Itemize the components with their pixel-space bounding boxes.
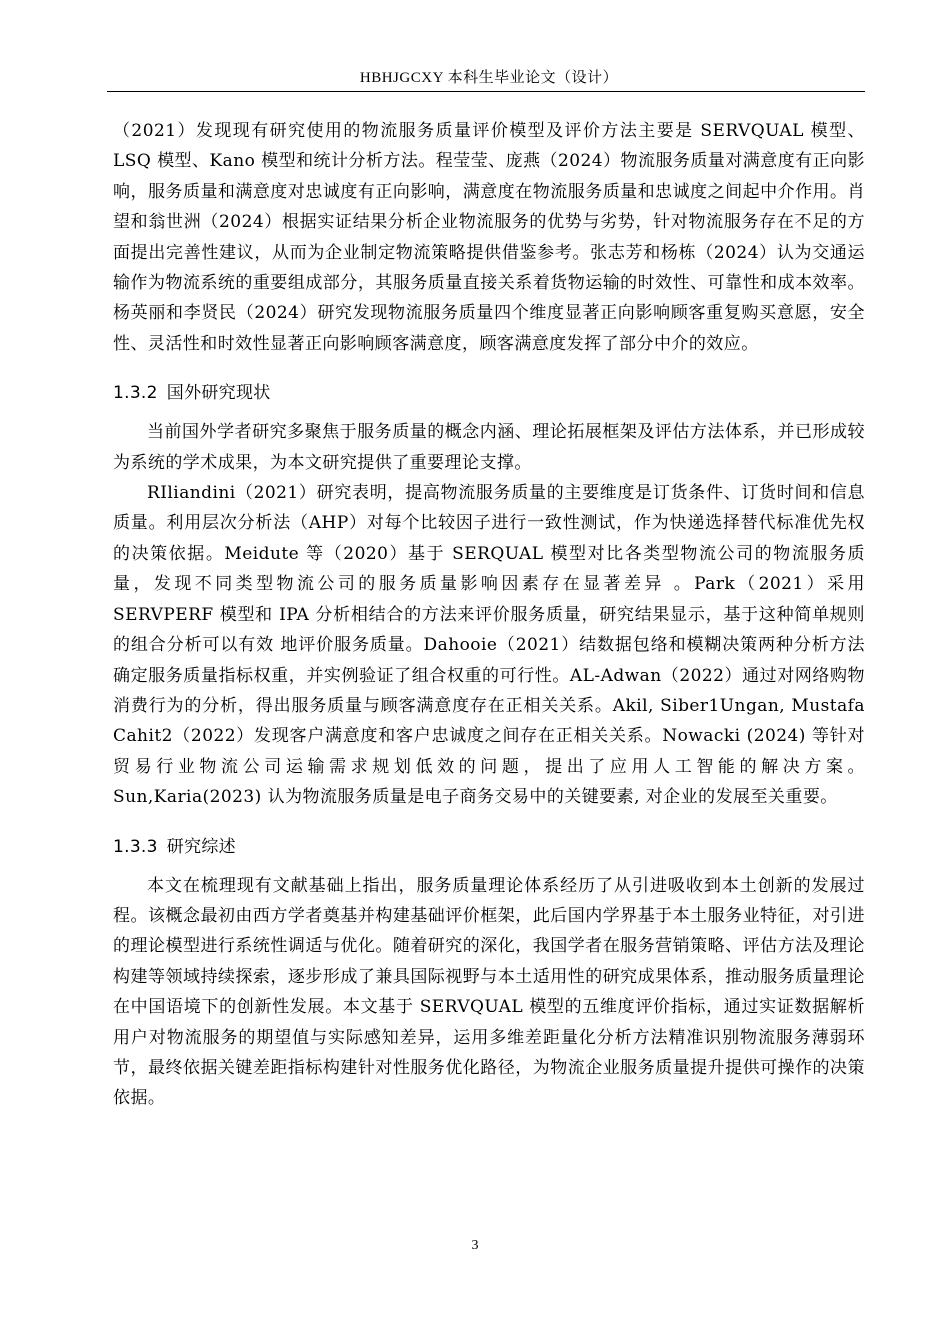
paragraph-domestic-research-continued: （2021）发现现有研究使用的物流服务质量评价模型及评价方法主要是 SERVQUAL 模型、LSQ 模型、Kano 模型和统计分析方法。程莹莹、庞燕（2024）物流服务质量对满意度有正向影响，服务质量和满意度对忠诚度有正向影响，满意度在物流服务质量和忠诚度之间起中介作用。肖望和翁世洲（2024）根据实证结果分析企业物流服务的优势与劣势，针对物流服务存在不足的方面提出完善性建议，从而为企业制定物流策略提供借鉴参考。张志芳和杨栋（2024）认为交通运输作为物流系统的重要组成部分，其服务质量直接关系着货物运输的时效性、可靠性和成本效率。杨英丽和李贤民（2024）研究发现物流服务质量四个维度显著正向影响顾客重复购买意愿，安全性、灵活性和时效性显著正向影响顾客满意度，顾客满意度发挥了部分中介的效应。 xyxy=(113,121,865,354)
section-heading-1-3-2 xyxy=(113,379,865,407)
paragraph-foreign-research-intro: 当前国外学者研究多聚焦于服务质量的概念内涵、理论拓展框架及评估方法体系，并已形成较为系统的学术成果，为本文研究提供了重要理论支撑。 xyxy=(113,422,865,473)
section-number: 1.3.2 xyxy=(113,383,158,404)
section-title: 研究综述 xyxy=(166,836,236,857)
paragraph-foreign-research-detail: RIliandini（2021）研究表明，提高物流服务质量的主要维度是订货条件、订货时间和信息质量。利用层次分析法（AHP）对每个比较因子进行一致性测试，作为快递选择替代标准优先权的决策依据。Meidute 等（2020）基于 SERQUAL 模型对比各类型物流公司的物流服务质量，发现不同类型物流公司的服务质量影响因素存在显著差异 。Park（2021）采用 SERVPERF 模型和 IPA 分析相结合的方法来评价服务质量，研究结果显示，基于这种简单规则的组合分析可以有效 地评价服务质量。Dahooie（2021）结数据包络和模糊决策两种分析方法确定服务质量指标权重，并实例验证了组合权重的可行性。AL-Adwan（2022）通过对网络购物消费行为的分析，得出服务质量与顾客满意度存在正相关关系。Akil, Siber1Ungan, Mustafa Cahit2（2022）发现客户满意度和客户忠诚度之间存在正相关关系。Nowacki (2024) 等针对贸易行业物流公司运输需求规划低效的问题，提出了应用人工智能的解决方案。Sun,Karia(2023) 认为物流服务质量是电子商务交易中的关键要素, 对企业的发展至关重要。 xyxy=(113,483,865,808)
section-heading-1-3-3 xyxy=(113,833,865,861)
paragraph-research-summary: 本文在梳理现有文献基础上指出，服务质量理论体系经历了从引进吸收到本土创新的发展过程。该概念最初由西方学者奠基并构建基础评价框架，此后国内学界基于本土服务业特征，对引进的理论模型进行系统性调适与优化。随着研究的深化，我国学者在服务营销策略、评估方法及理论构建等领域持续探索，逐步形成了兼具国际视野与本土适用性的研究成果体系，推动服务质量理论在中国语境下的创新性发展。本文基于 SERVQUAL 模型的五维度评价指标，通过实证数据解析用户对物流服务的期望值与实际感知差异，运用多维差距量化分析方法精准识别物流服务薄弱环节，最终依据关键差距指标构建针对性服务优化路径，为物流企业服务质量提升提供可操作的决策依据。 xyxy=(113,875,865,1109)
header-rule xyxy=(107,91,865,92)
section-title: 国外研究现状 xyxy=(166,383,271,404)
body-text xyxy=(113,116,865,1114)
section-number: 1.3.3 xyxy=(113,836,158,857)
running-header: HBHJGCXY 本科生毕业论文（设计） xyxy=(359,70,619,86)
page-number: 3 xyxy=(471,1238,479,1253)
